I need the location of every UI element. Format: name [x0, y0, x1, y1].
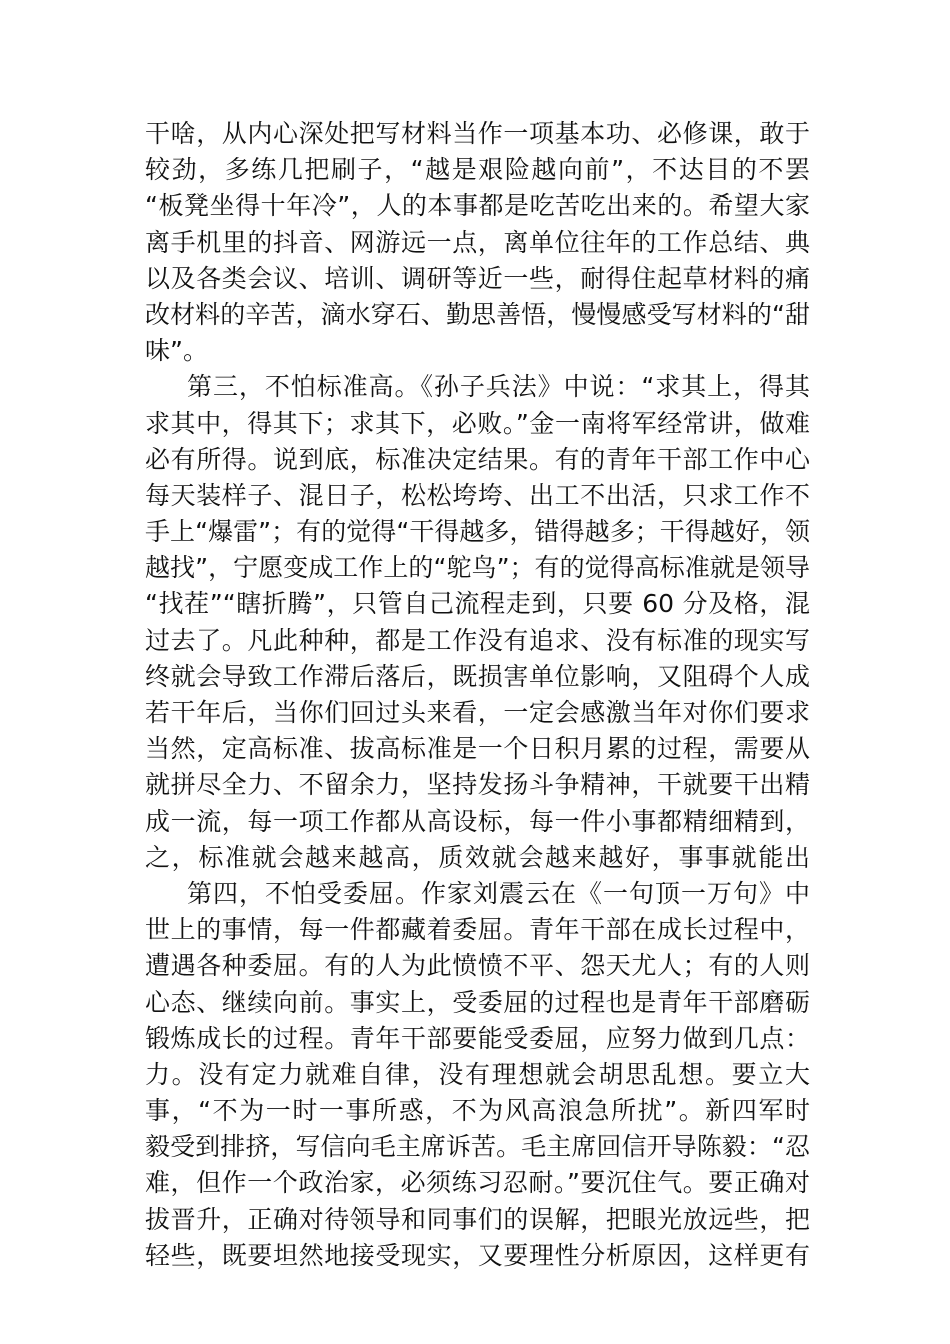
text-line: 锻炼成长的过程。青年干部要能受委屈，应努力做到几点： — [145, 1023, 810, 1053]
text-line: 难，但作一个政治家，必须练习忍耐。”要沉住气。要正确对 — [145, 1168, 810, 1198]
text-line: “找茬”“瞎折腾”，只管自己流程走到，只要 60 分及格，混 — [145, 589, 810, 619]
text-line: 心态、继续向前。事实上，受委屈的过程也是青年干部磨砺 — [145, 987, 810, 1017]
text-line: 较劲，多练几把刷子，“越是艰险越向前”，不达目的不罢 — [145, 155, 810, 185]
text-line: 力。没有定力就难自律，没有理想就会胡思乱想。要立大 — [145, 1059, 810, 1089]
text-line: 之，标准就会越来越高，质效就会越来越好，事事就能出 — [145, 842, 810, 872]
text-line: 成一流，每一项工作都从高设标，每一件小事都精细精到， — [145, 806, 810, 836]
text-line: 若干年后，当你们回过头来看，一定会感激当年对你们要求 — [145, 698, 810, 727]
text-line: 轻些，既要坦然地接受现实，又要理性分析原因，这样更有 — [145, 1240, 810, 1270]
text-line: 每天装样子、混日子，松松垮垮、出工不出活，只求工作不 — [145, 480, 810, 510]
text-line: 求其中，得其下；求其下，必败。”金一南将军经常讲，做难 — [145, 408, 810, 438]
text-line: 当然，定高标准、拔高标准是一个日积月累的过程，需要从 — [145, 734, 810, 764]
text-line: 就拼尽全力、不留余力，坚持发扬斗争精神，干就要干出精 — [145, 770, 810, 800]
text-line: 过去了。凡此种种，都是工作没有追求、没有标准的现实写 — [145, 625, 810, 655]
text-line: 越找”，宁愿变成工作上的“鸵鸟”；有的觉得高标准就是领导 — [145, 553, 810, 583]
text-line: 拔晋升，正确对待领导和同事们的误解，把眼光放远些，把 — [145, 1204, 810, 1234]
text-line: 离手机里的抖音、网游远一点，离单位往年的工作总结、典 — [145, 227, 810, 257]
text-line: 毅受到排挤，写信向毛主席诉苦。毛主席回信开导陈毅：“忍 — [145, 1132, 810, 1162]
text-line: 世上的事情，每一件都藏着委屈。青年干部在成长过程中， — [145, 915, 810, 945]
text-line: 终就会导致工作滞后落后，既损害单位影响，又阻碍个人成 — [145, 661, 810, 691]
body-text — [145, 116, 810, 1274]
text-line: 手上“爆雷”；有的觉得“干得越多，错得越多；干得越好，领 — [145, 517, 810, 547]
text-line: 味”。 — [145, 336, 208, 366]
paragraph-first-line: 第四，不怕受委屈。作家刘震云在《一句顶一万句》中 — [187, 878, 810, 908]
text-line: 事，“不为一时一事所惑，不为风高浪急所扰”。新四军时 — [145, 1096, 810, 1126]
text-line: 遭遇各种委屈。有的人为此愤愤不平、怨天尤人；有的人则 — [145, 951, 810, 981]
text-line: “板凳坐得十年冷”，人的本事都是吃苦吃出来的。希望大家 — [145, 191, 810, 221]
text-line: 以及各类会议、培训、调研等近一些，耐得住起草材料的痛 — [145, 263, 810, 293]
paragraph-first-line: 第三，不怕标准高。《孙子兵法》中说：“求其上，得其 — [187, 372, 810, 402]
text-line: 干啥，从内心深处把写材料当作一项基本功、必修课，敢于 — [145, 119, 810, 148]
text-line: 必有所得。说到底，标准决定结果。有的青年干部工作中心 — [145, 444, 810, 474]
text-line: 改材料的辛苦，滴水穿石、勤思善悟，慢慢感受写材料的“甜 — [145, 299, 810, 329]
